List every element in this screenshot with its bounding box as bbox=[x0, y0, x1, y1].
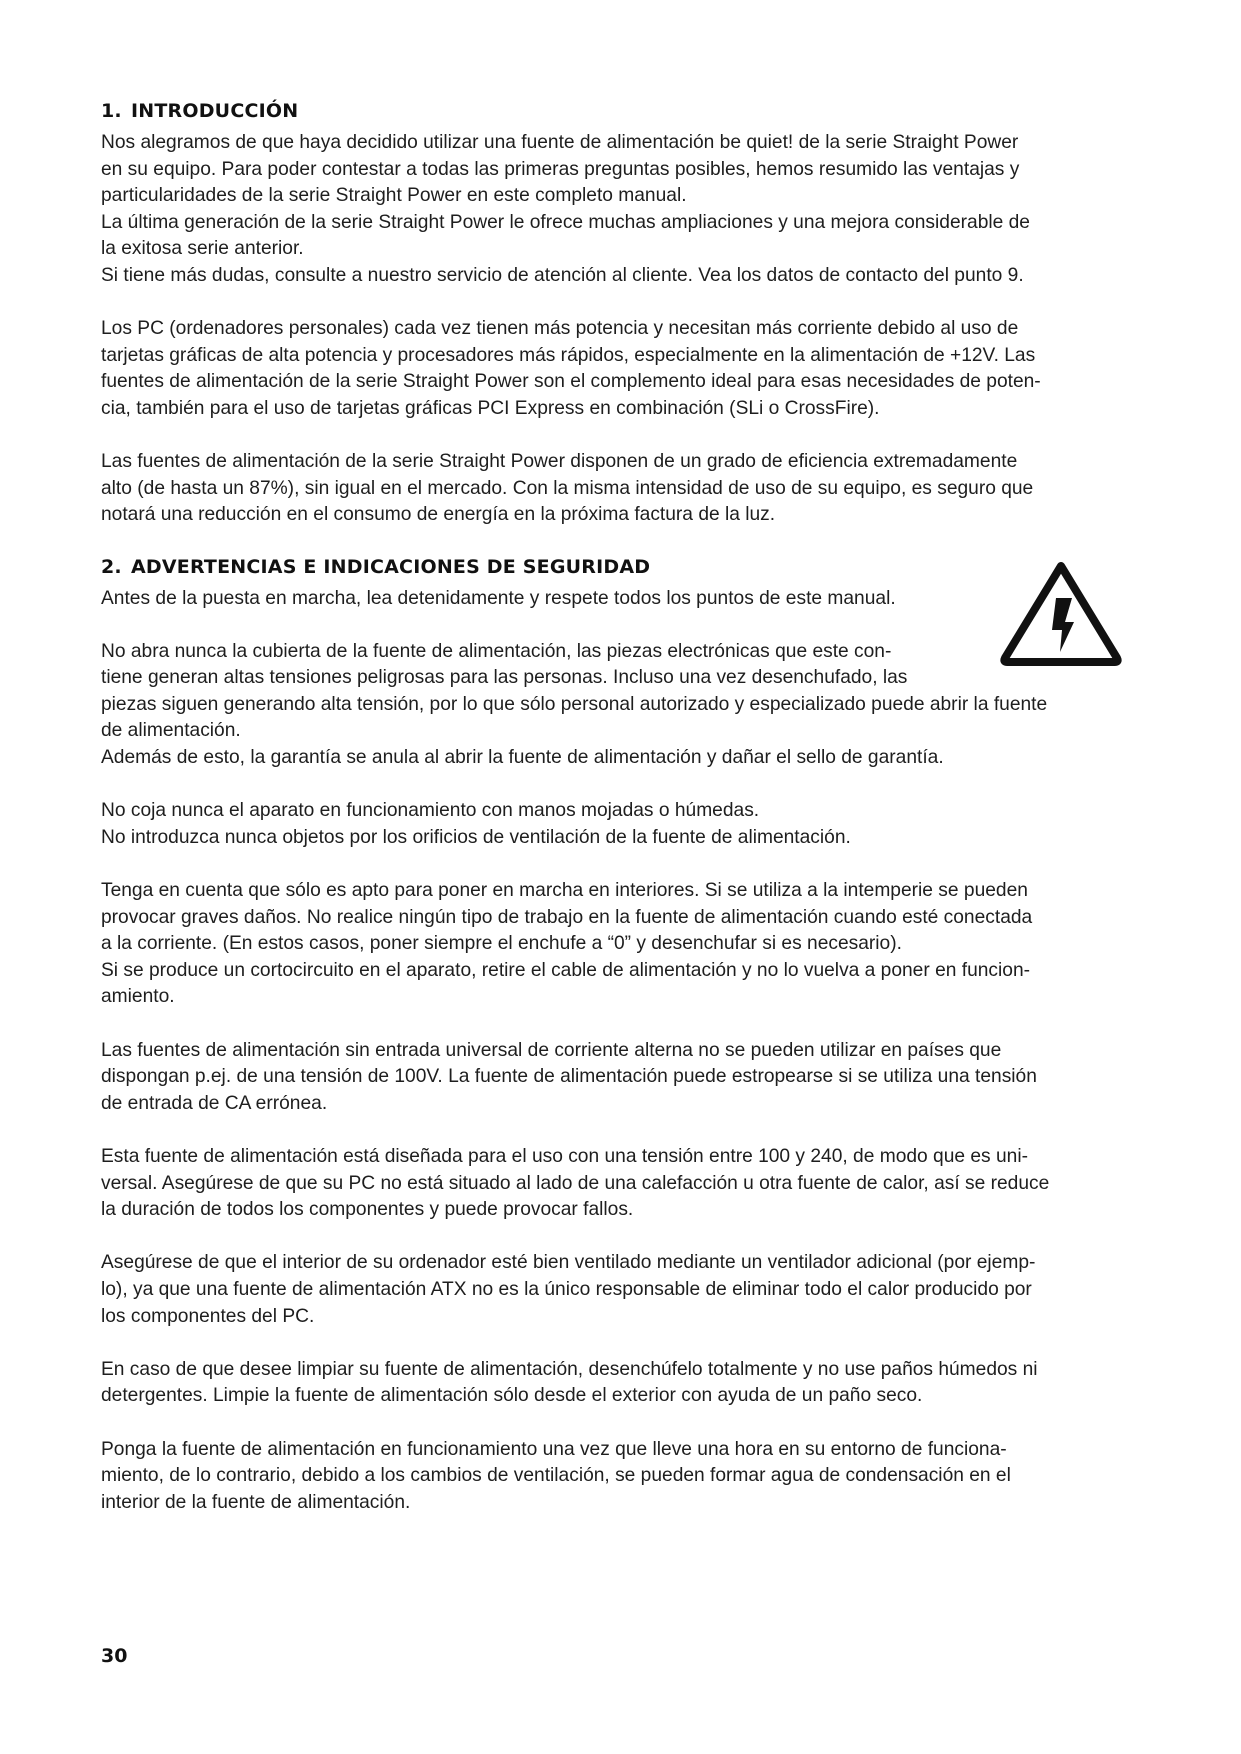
section-2-paragraph-4 bbox=[101, 878, 1149, 1011]
text-line: No abra nunca la cubierta de la fuente de alimentación, las piezas electrónicas que este con- bbox=[101, 640, 892, 662]
text-line: Tenga en cuenta que sólo es apto para poner en marcha en interiores. Si se utiliza a la intemperie se pueden bbox=[101, 880, 1028, 902]
text-line: alto (de hasta un 87%), sin igual en el mercado. Con la misma intensidad de uso de su equipo, es seguro que bbox=[101, 477, 1034, 499]
text-line: La última generación de la serie Straight Power le ofrece muchas ampliaciones y una mejora considerable de bbox=[101, 211, 1030, 233]
text-line: piezas siguen generando alta tensión, por lo que sólo personal autorizado y especializado puede abrir la fuente bbox=[101, 693, 1048, 715]
text-line: No coja nunca el aparato en funcionamiento con manos mojadas o húmedas. bbox=[101, 800, 760, 822]
text-line: detergentes. Limpie la fuente de alimentación sólo desde el exterior con ayuda de un paño seco. bbox=[101, 1385, 923, 1407]
section-1-paragraph-3 bbox=[101, 449, 1149, 529]
section-2-paragraph-5 bbox=[101, 1038, 1149, 1118]
document-page bbox=[101, 100, 1149, 1543]
text-line: versal. Asegúrese de que su PC no está situado al lado de una calefacción u otra fuente de calor, así se reduce bbox=[101, 1172, 1050, 1194]
text-line: notará una reducción en el consumo de energía en la próxima factura de la luz. bbox=[101, 504, 776, 526]
section-2-title: ADVERTENCIAS E INDICACIONES DE SEGURIDAD bbox=[131, 555, 651, 578]
section-1-heading bbox=[101, 100, 1149, 122]
text-line: tiene generan altas tensiones peligrosas para las personas. Incluso una vez desenchufado, las bbox=[101, 667, 908, 689]
text-line: Esta fuente de alimentación está diseñada para el uso con una tensión entre 100 y 240, de modo que es uni- bbox=[101, 1145, 1028, 1167]
section-1-number: 1. bbox=[101, 100, 122, 122]
text-line: los componentes del PC. bbox=[101, 1305, 315, 1327]
text-line: miento, de lo contrario, debido a los cambios de ventilación, se pueden formar agua de condensación en el bbox=[101, 1465, 1011, 1487]
section-1-paragraph-1 bbox=[101, 130, 1149, 290]
text-line: Antes de la puesta en marcha, lea detenidamente y respete todos los puntos de este manual. bbox=[101, 587, 896, 609]
text-line: Si se produce un cortocircuito en el aparato, retire el cable de alimentación y no lo vuelva a poner en funcion- bbox=[101, 959, 1031, 981]
text-line: la exitosa serie anterior. bbox=[101, 238, 304, 260]
text-line: en su equipo. Para poder contestar a todas las primeras preguntas posibles, hemos resumido las ventajas y bbox=[101, 158, 1020, 180]
text-line: interior de la fuente de alimentación. bbox=[101, 1491, 411, 1513]
text-line: provocar graves daños. No realice ningún tipo de trabajo en la fuente de alimentación cuando esté conectada bbox=[101, 906, 1033, 928]
section-2 bbox=[101, 556, 1149, 1517]
section-2-paragraph-3 bbox=[101, 798, 1149, 851]
text-line: Además de esto, la garantía se anula al abrir la fuente de alimentación y dañar el sello de garantía. bbox=[101, 747, 944, 769]
text-line: En caso de que desee limpiar su fuente de alimentación, desenchúfelo totalmente y no use paños húmedos ni bbox=[101, 1358, 1038, 1380]
text-line: Ponga la fuente de alimentación en funcionamiento una vez que lleve una hora en su entorno de funciona- bbox=[101, 1438, 1007, 1460]
section-2-paragraph-1 bbox=[101, 586, 981, 613]
text-line: Nos alegramos de que haya decidido utilizar una fuente de alimentación be quiet! de la serie Straight Power bbox=[101, 132, 1019, 153]
text-line: de alimentación. bbox=[101, 720, 241, 742]
text-line: Si tiene más dudas, consulte a nuestro servicio de atención al cliente. Vea los datos de contacto del punto 9. bbox=[101, 264, 1024, 286]
text-line: amiento. bbox=[101, 986, 175, 1008]
text-line: a la corriente. (En estos casos, poner siempre el enchufe a “0” y desenchufar si es necesario). bbox=[101, 933, 902, 955]
section-2-paragraph-7 bbox=[101, 1250, 1149, 1330]
text-line: Las fuentes de alimentación sin entrada universal de corriente alterna no se pueden utilizar en países que bbox=[101, 1039, 1002, 1061]
text-line: tarjetas gráficas de alta potencia y procesadores más rápidos, especialmente en la alimentación de +12V. Las bbox=[101, 344, 1036, 366]
text-line: cia, también para el uso de tarjetas gráficas PCI Express en combinación (SLi o CrossFire). bbox=[101, 397, 880, 419]
section-1-title: INTRODUCCIÓN bbox=[131, 100, 299, 122]
page-number: 30 bbox=[101, 1645, 128, 1667]
section-2-heading bbox=[101, 556, 1149, 578]
section-2-number: 2. bbox=[101, 555, 122, 578]
text-line: Asegúrese de que el interior de su ordenador esté bien ventilado mediante un ventilador adicional (por ejemp- bbox=[101, 1252, 1036, 1274]
text-line: fuentes de alimentación de la serie Straight Power son el complemento ideal para esas necesidades de poten- bbox=[101, 371, 1041, 393]
high-voltage-warning-icon bbox=[999, 560, 1123, 668]
text-line: dispongan p.ej. de una tensión de 100V. La fuente de alimentación puede estropearse si se utiliza una tensión bbox=[101, 1066, 1037, 1088]
text-line: de entrada de CA errónea. bbox=[101, 1092, 328, 1114]
section-2-paragraph-9 bbox=[101, 1437, 1149, 1517]
section-2-paragraph-6 bbox=[101, 1144, 1149, 1224]
text-line: Los PC (ordenadores personales) cada vez tienen más potencia y necesitan más corriente debido al uso de bbox=[101, 318, 1019, 340]
section-2-paragraph-8 bbox=[101, 1357, 1149, 1410]
text-line: la duración de todos los componentes y puede provocar fallos. bbox=[101, 1199, 634, 1221]
section-2-paragraph-2 bbox=[101, 639, 1149, 772]
text-line: particularidades de la serie Straight Power en este completo manual. bbox=[101, 185, 687, 207]
text-line: Las fuentes de alimentación de la serie Straight Power disponen de un grado de eficiencia extremadamente bbox=[101, 451, 1018, 473]
text-line: lo), ya que una fuente de alimentación ATX no es la único responsable de eliminar todo el calor producido por bbox=[101, 1278, 1032, 1300]
text-line: No introduzca nunca objetos por los orificios de ventilación de la fuente de alimentación. bbox=[101, 826, 851, 848]
section-1-paragraph-2 bbox=[101, 316, 1149, 422]
